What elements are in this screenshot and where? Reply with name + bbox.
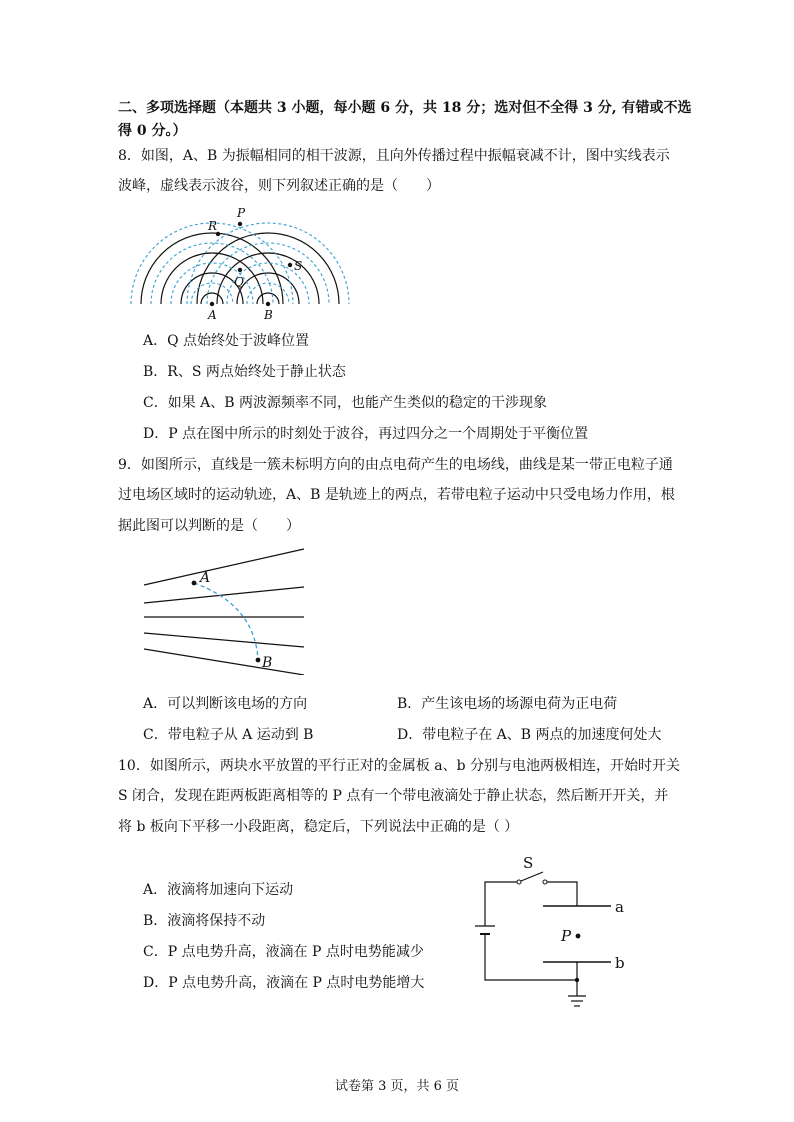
q8-point-Q [238,268,242,272]
q9-point-A [192,581,197,586]
q9-point-B [256,658,261,663]
q8-label-Q: Q [234,275,244,289]
q9-stem-line1: 9．如图所示，直线是一簇未标明方向的由点电荷产生的电场线，曲线是某一带正电粒子通 [118,457,673,473]
q8-label-P: P [237,206,246,220]
q8-option-b[interactable]: B．R、S 两点始终处于静止状态 [143,364,346,380]
q10-stem-line1: 10．如图所示，两块水平放置的平行正对的金属板 a、b 分别与电池两极相连，开始时开关 [118,758,681,774]
q10-label-S: S [523,854,534,872]
q8-option-c[interactable]: C．如果 A、B 两波源频率不同，也能产生类似的稳定的干涉现象 [143,395,548,411]
section-heading-line2: 得 0 分。） [118,123,187,139]
q9-stem-line3: 据此图可以判断的是（ ） [118,518,300,534]
q8-label-B: B [264,308,273,322]
q8-label-A: A [208,308,217,322]
q9-field-line-5 [144,649,304,675]
q8-label-S: S [294,259,303,273]
q10-label-P: P [561,927,572,945]
q9-option-c[interactable]: C．带电粒子从 A 运动到 B [143,727,314,743]
q10-option-b[interactable]: B．液滴将保持不动 [143,913,266,929]
q8-crest-B2 [237,273,299,304]
q10-stem-line3: 将 b 板向下平移一小段距离，稳定后，下列说法中正确的是（ ） [118,819,519,835]
q9-option-d[interactable]: D．带电粒子在 A、B 两点的加速度何处大 [397,727,662,743]
q9-option-b[interactable]: B．产生该电场的场源电荷为正电荷 [397,696,618,712]
page-footer: 试卷第 3 页，共 6 页 [334,1079,460,1094]
q8-option-d[interactable]: D．P 点在图中所示的时刻处于波谷，再过四分之一个周期处于平衡位置 [143,426,589,442]
q8-label-R: R [208,219,218,233]
q8-point-A [210,302,214,306]
q10-switch-contact-right [543,880,547,884]
q10-option-a[interactable]: A．液滴将加速向下运动 [143,882,294,898]
q10-wire-top-left [485,882,517,926]
q8-trough-A4 [131,223,293,304]
q10-switch-contact-left [517,880,521,884]
q10-option-c[interactable]: C．P 点电势升高，液滴在 P 点时电势能减少 [143,944,424,960]
q9-electric-field-diagram [140,545,310,675]
q9-label-B: B [262,655,273,671]
q8-point-P [238,222,242,226]
q10-capacitor-circuit-diagram [465,850,645,1020]
section-heading-line1: 二、多项选择题（本题共 3 小题，每小题 6 分，共 18 分；选对但不全得 3 分, 有错或不选 [118,100,692,116]
q10-option-d[interactable]: D．P 点电势升高，液滴在 P 点时电势能增大 [143,975,425,991]
q8-stem-line2: 波峰，虚线表示波谷，则下列叙述正确的是（ ） [118,178,440,194]
q8-wave-interference-diagram [130,200,370,325]
q9-field-line-2 [144,587,304,603]
q9-field-line-4 [144,633,304,647]
q9-option-a[interactable]: A．可以判断该电场的方向 [143,696,308,712]
q8-stem-line1: 8．如图，A、B 为振幅相同的相干波源，且向外传播过程中振幅衰减不计，图中实线表示 [118,148,670,164]
q10-point-P [576,934,581,939]
q10-switch-blade [521,872,543,881]
q8-trough-B4 [187,223,349,304]
q9-label-A: A [200,570,211,586]
q10-junction [575,978,579,982]
q8-point-S [288,263,292,267]
q9-field-line-1 [144,549,304,585]
q10-label-b: b [615,954,625,972]
q10-stem-line2: S 闭合，发现在距两板距离相等的 P 点有一个带电液滴处于静止状态，然后断开开关，并 [118,788,669,804]
q9-stem-line2: 过电场区域时的运动轨迹，A、B 是轨迹上的两点，若带电粒子运动中只受电场力作用，根 [118,487,675,503]
q8-option-a[interactable]: A．Q 点始终处于波峰位置 [143,333,310,349]
q8-point-B [266,302,270,306]
q10-wire-top-right [545,882,577,906]
q10-label-a: a [615,898,624,916]
